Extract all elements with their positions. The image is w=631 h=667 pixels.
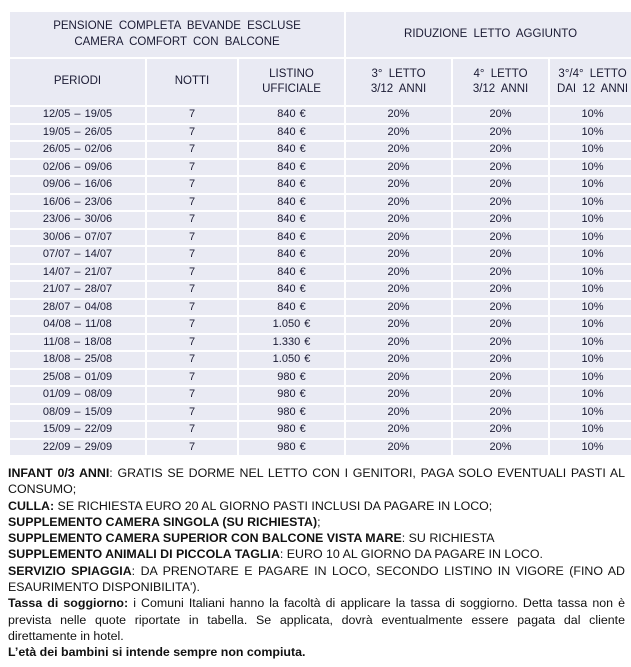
note-bold-label: SERVIZIO SPIAGGIA — [8, 563, 132, 578]
third-fourth-adult-reduction-cell: 10% — [550, 440, 631, 456]
price-cell: 1.050 € — [239, 352, 344, 368]
period-cell: 23/06 – 30/06 — [10, 212, 145, 228]
third-fourth-adult-reduction-cell: 10% — [550, 405, 631, 421]
nights-cell: 7 — [147, 405, 237, 421]
table-row — [10, 370, 631, 386]
period-cell: 21/07 – 28/07 — [10, 282, 145, 298]
price-cell: 840 € — [239, 212, 344, 228]
third-bed-reduction-cell: 20% — [346, 300, 451, 316]
note-text: : DA PRENOTARE E PAGARE IN LOCO, SECONDO LISTINO IN VIGORE (FINO AD ESAURIMENTO DISPONIBILITA'). — [8, 563, 626, 595]
table-row — [10, 265, 631, 281]
third-fourth-adult-reduction-cell: 10% — [550, 370, 631, 386]
column-header-listino-ufficiale — [239, 59, 344, 105]
third-fourth-adult-reduction-cell: 10% — [550, 282, 631, 298]
column-header-label: NOTTI — [174, 75, 210, 88]
board-type-line1: PENSIONE COMPLETA BEVANDE ESCLUSE — [53, 20, 301, 33]
table-row — [10, 247, 631, 263]
fourth-bed-reduction-cell: 20% — [453, 247, 548, 263]
fourth-bed-reduction-cell: 20% — [453, 265, 548, 281]
price-cell: 840 € — [239, 247, 344, 263]
table-row — [10, 387, 631, 403]
note-text: : GRATIS SE DORME NEL LETTO CON I GENITORI, PAGA SOLO EVENTUALI PASTI AL CONSUMO; — [8, 466, 625, 497]
note-text: : EURO 10 AL GIORNO DA PAGARE IN LOCO. — [279, 547, 543, 562]
note-bold-label: CULLA: — [8, 498, 55, 513]
third-fourth-adult-reduction-cell: 10% — [550, 387, 631, 403]
price-table-header — [10, 12, 631, 105]
period-cell: 02/06 – 09/06 — [10, 160, 145, 176]
third-fourth-adult-reduction-cell: 10% — [550, 422, 631, 438]
fourth-bed-reduction-cell: 20% — [453, 177, 548, 193]
price-cell: 1.050 € — [239, 317, 344, 333]
table-row — [10, 300, 631, 316]
fourth-bed-reduction-cell: 20% — [453, 230, 548, 246]
fourth-bed-reduction-cell: 20% — [453, 142, 548, 158]
period-cell: 08/09 – 15/09 — [10, 405, 145, 421]
nights-cell: 7 — [147, 247, 237, 263]
third-bed-reduction-cell: 20% — [346, 282, 451, 298]
nights-cell: 7 — [147, 440, 237, 456]
nights-cell: 7 — [147, 300, 237, 316]
third-bed-reduction-cell: 20% — [346, 352, 451, 368]
column-header-label: DAI 12 ANNI — [556, 83, 629, 95]
price-cell: 840 € — [239, 107, 344, 123]
note — [8, 644, 625, 660]
nights-cell: 7 — [147, 282, 237, 298]
nights-cell: 7 — [147, 195, 237, 211]
table-row — [10, 142, 631, 158]
third-fourth-adult-reduction-cell: 10% — [550, 212, 631, 228]
table-row — [10, 282, 631, 298]
third-bed-reduction-cell: 20% — [346, 335, 451, 351]
third-bed-reduction-cell: 20% — [346, 125, 451, 141]
period-cell: 30/06 – 07/07 — [10, 230, 145, 246]
fourth-bed-reduction-cell: 20% — [453, 405, 548, 421]
period-cell: 22/09 – 29/09 — [10, 440, 145, 456]
table-row — [10, 405, 631, 421]
period-cell: 14/07 – 21/07 — [10, 265, 145, 281]
column-header-label: 3/12 ANNI — [370, 83, 427, 95]
table-row — [10, 125, 631, 141]
fourth-bed-reduction-cell: 20% — [453, 125, 548, 141]
price-cell: 840 € — [239, 195, 344, 211]
third-bed-reduction-cell: 20% — [346, 370, 451, 386]
column-header-label: PERIODI — [53, 75, 102, 88]
price-cell: 980 € — [239, 370, 344, 386]
period-cell: 19/05 – 26/05 — [10, 125, 145, 141]
fourth-bed-reduction-cell: 20% — [453, 370, 548, 386]
nights-cell: 7 — [147, 142, 237, 158]
fourth-bed-reduction-cell: 20% — [453, 387, 548, 403]
note — [8, 595, 625, 644]
third-fourth-adult-reduction-cell: 10% — [550, 125, 631, 141]
note — [8, 530, 625, 546]
column-header-notti — [147, 59, 237, 105]
note-text: : SU RICHIESTA — [401, 531, 495, 546]
column-header-label: 3°/4° LETTO — [558, 67, 627, 80]
table-row — [10, 440, 631, 456]
fourth-bed-reduction-cell: 20% — [453, 282, 548, 298]
fourth-bed-reduction-cell: 20% — [453, 160, 548, 176]
note-bold-label: SUPPLEMENTO ANIMALI DI PICCOLA TAGLIA — [8, 547, 280, 562]
period-cell: 12/05 – 19/05 — [10, 107, 145, 123]
note — [8, 465, 625, 498]
price-cell: 840 € — [239, 282, 344, 298]
third-fourth-adult-reduction-cell: 10% — [550, 352, 631, 368]
fourth-bed-reduction-cell: 20% — [453, 317, 548, 333]
third-fourth-adult-reduction-cell: 10% — [550, 230, 631, 246]
note — [8, 498, 625, 514]
column-header-3-letto — [346, 59, 451, 105]
price-cell: 840 € — [239, 125, 344, 141]
table-row — [10, 195, 631, 211]
third-fourth-adult-reduction-cell: 10% — [550, 335, 631, 351]
column-header-label: 3/12 ANNI — [472, 83, 529, 95]
period-cell: 16/06 – 23/06 — [10, 195, 145, 211]
third-bed-reduction-cell: 20% — [346, 247, 451, 263]
period-cell: 04/08 – 11/08 — [10, 317, 145, 333]
fourth-bed-reduction-cell: 20% — [453, 352, 548, 368]
period-cell: 25/08 – 01/09 — [10, 370, 145, 386]
third-fourth-adult-reduction-cell: 10% — [550, 107, 631, 123]
fourth-bed-reduction-cell: 20% — [453, 195, 548, 211]
fourth-bed-reduction-cell: 20% — [453, 212, 548, 228]
third-bed-reduction-cell: 20% — [346, 230, 451, 246]
nights-cell: 7 — [147, 317, 237, 333]
note-bold-label: SUPPLEMENTO CAMERA SUPERIOR CON BALCONE VISTA MARE — [8, 531, 402, 546]
third-fourth-adult-reduction-cell: 10% — [550, 177, 631, 193]
note-bold-label: SUPPLEMENTO CAMERA SINGOLA (SU RICHIESTA) — [8, 514, 318, 529]
table-row — [10, 335, 631, 351]
note-text: ; — [317, 514, 321, 529]
note-bold-label: INFANT 0/3 ANNI — [8, 466, 110, 480]
third-fourth-adult-reduction-cell: 10% — [550, 300, 631, 316]
table-row — [10, 422, 631, 438]
note — [8, 563, 625, 596]
board-type-line2: CAMERA COMFORT CON BALCONE — [74, 35, 280, 48]
nights-cell: 7 — [147, 352, 237, 368]
price-cell: 980 € — [239, 440, 344, 456]
period-cell: 26/05 – 02/06 — [10, 142, 145, 158]
price-cell: 840 € — [239, 160, 344, 176]
period-cell: 11/08 – 18/08 — [10, 335, 145, 351]
third-bed-reduction-cell: 20% — [346, 177, 451, 193]
third-bed-reduction-cell: 20% — [346, 405, 451, 421]
nights-cell: 7 — [147, 212, 237, 228]
table-row — [10, 230, 631, 246]
third-bed-reduction-cell: 20% — [346, 317, 451, 333]
period-cell: 15/09 – 22/09 — [10, 422, 145, 438]
third-fourth-adult-reduction-cell: 10% — [550, 247, 631, 263]
third-bed-reduction-cell: 20% — [346, 142, 451, 158]
third-bed-reduction-cell: 20% — [346, 422, 451, 438]
table-row — [10, 107, 631, 123]
period-cell: 09/06 – 16/06 — [10, 177, 145, 193]
column-header-label: 4° LETTO — [473, 67, 528, 80]
third-fourth-adult-reduction-cell: 10% — [550, 265, 631, 281]
period-cell: 28/07 – 04/08 — [10, 300, 145, 316]
table-row — [10, 352, 631, 368]
nights-cell: 7 — [147, 230, 237, 246]
fourth-bed-reduction-cell: 20% — [453, 107, 548, 123]
table-row — [10, 160, 631, 176]
note-bold-label: Tassa di soggiorno: — [8, 596, 129, 611]
third-bed-reduction-cell: 20% — [346, 195, 451, 211]
bed-reduction-label: RIDUZIONE LETTO AGGIUNTO — [404, 27, 578, 40]
table-row — [10, 212, 631, 228]
column-header-periodi — [10, 59, 145, 105]
period-cell: 07/07 – 14/07 — [10, 247, 145, 263]
column-header-label: UFFICIALE — [262, 83, 321, 95]
third-bed-reduction-cell: 20% — [346, 387, 451, 403]
column-header-label: LISTINO — [269, 67, 314, 80]
third-bed-reduction-cell: 20% — [346, 212, 451, 228]
price-cell: 1.330 € — [239, 335, 344, 351]
third-bed-reduction-cell: 20% — [346, 107, 451, 123]
price-cell: 840 € — [239, 177, 344, 193]
price-table — [8, 10, 631, 457]
third-fourth-adult-reduction-cell: 10% — [550, 160, 631, 176]
column-header-label: 3° LETTO — [371, 67, 426, 80]
nights-cell: 7 — [147, 265, 237, 281]
fourth-bed-reduction-cell: 20% — [453, 440, 548, 456]
column-header-3-4-letto — [550, 59, 631, 105]
third-fourth-adult-reduction-cell: 10% — [550, 317, 631, 333]
nights-cell: 7 — [147, 370, 237, 386]
price-cell: 980 € — [239, 405, 344, 421]
price-cell: 980 € — [239, 387, 344, 403]
third-fourth-adult-reduction-cell: 10% — [550, 195, 631, 211]
nights-cell: 7 — [147, 335, 237, 351]
period-cell: 01/09 – 08/09 — [10, 387, 145, 403]
note-text: i Comuni Italiani hanno la facoltà di applicare la tassa di soggiorno. Detta tassa non è prevista nelle quote riportate in tabella. Se applicata, dovrà eventualmente essere pagata dal cliente direttamente in hotel. — [8, 596, 625, 643]
third-fourth-adult-reduction-cell: 10% — [550, 142, 631, 158]
column-header-4-letto — [453, 59, 548, 105]
third-bed-reduction-cell: 20% — [346, 265, 451, 281]
column-header-row — [10, 59, 631, 105]
price-cell: 980 € — [239, 422, 344, 438]
price-cell: 840 € — [239, 300, 344, 316]
fourth-bed-reduction-cell: 20% — [453, 300, 548, 316]
table-title-row — [10, 12, 631, 57]
nights-cell: 7 — [147, 422, 237, 438]
notes — [8, 465, 625, 661]
table-row — [10, 177, 631, 193]
third-bed-reduction-cell: 20% — [346, 440, 451, 456]
third-bed-reduction-cell: 20% — [346, 160, 451, 176]
nights-cell: 7 — [147, 387, 237, 403]
fourth-bed-reduction-cell: 20% — [453, 422, 548, 438]
price-cell: 840 € — [239, 230, 344, 246]
nights-cell: 7 — [147, 160, 237, 176]
note — [8, 514, 625, 530]
price-table-body — [10, 107, 631, 455]
bed-reduction-header — [346, 12, 631, 57]
table-row — [10, 317, 631, 333]
nights-cell: 7 — [147, 125, 237, 141]
board-type-header — [10, 12, 344, 57]
price-cell: 840 € — [239, 265, 344, 281]
note-bold-label: L’età dei bambini si intende sempre non compiuta. — [8, 645, 306, 660]
nights-cell: 7 — [147, 177, 237, 193]
period-cell: 18/08 – 25/08 — [10, 352, 145, 368]
note — [8, 546, 625, 562]
nights-cell: 7 — [147, 107, 237, 123]
note-text: SE RICHIESTA EURO 20 AL GIORNO PASTI INCLUSI DA PAGARE IN LOCO; — [54, 498, 493, 513]
price-cell: 840 € — [239, 142, 344, 158]
fourth-bed-reduction-cell: 20% — [453, 335, 548, 351]
